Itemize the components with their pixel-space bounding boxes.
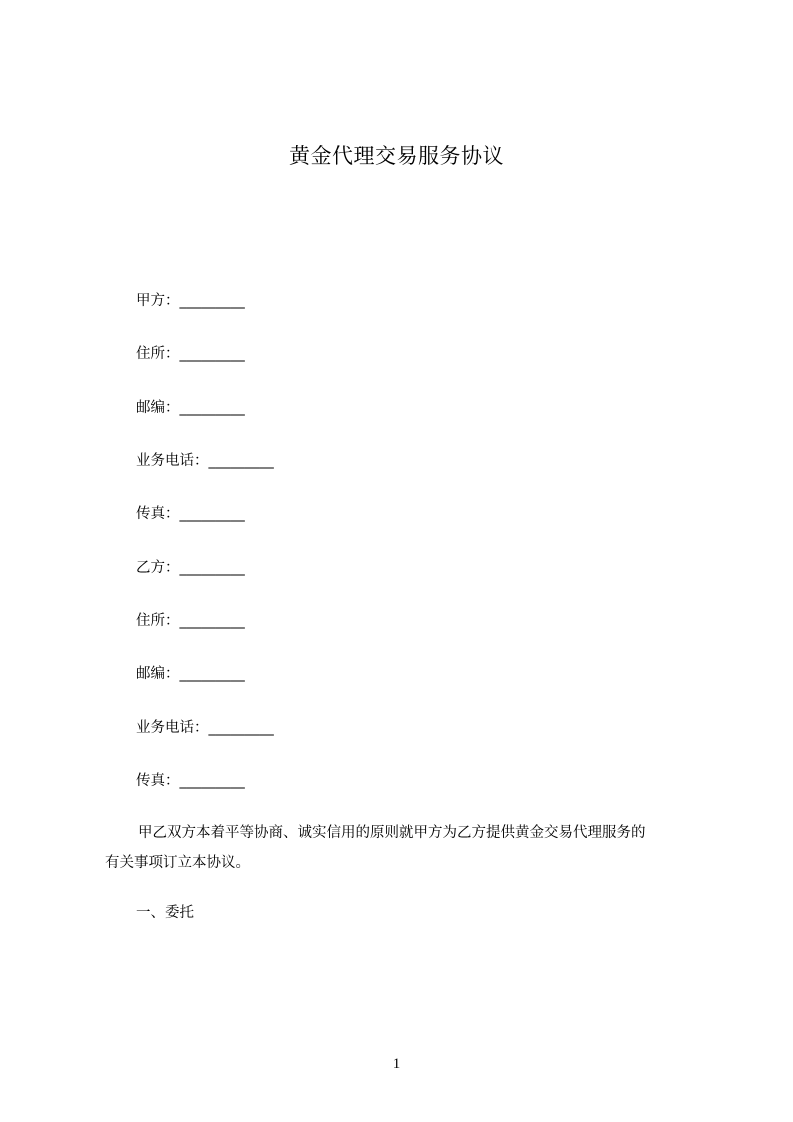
intro-paragraph bbox=[105, 823, 705, 873]
intro-line-2: 有关事项订立本协议。 bbox=[105, 855, 250, 871]
party-a-phone-field: 业务电话：_________ bbox=[136, 453, 274, 469]
party-b-name-field: 乙方：_________ bbox=[136, 560, 245, 576]
party-b-postcode-field: 邮编：_________ bbox=[136, 666, 245, 682]
party-a-postcode-field: 邮编：_________ bbox=[136, 400, 245, 416]
party-a-name-field: 甲方：_________ bbox=[136, 293, 245, 309]
page-number: 1 bbox=[392, 1056, 401, 1072]
party-a-fax-field: 传真：_________ bbox=[136, 506, 245, 522]
intro-line-1: 甲乙双方本着平等协商、诚实信用的原则就甲方为乙方提供黄金交易代理服务的 bbox=[138, 825, 646, 841]
party-a-address-field: 住所：_________ bbox=[136, 346, 245, 362]
document-title: 黄金代理交易服务协议 bbox=[289, 144, 504, 168]
party-b-phone-field: 业务电话：_________ bbox=[136, 720, 274, 736]
party-b-fax-field: 传真：_________ bbox=[136, 773, 245, 789]
section-heading: 一、委托 bbox=[136, 905, 194, 921]
party-b-address-field: 住所：_________ bbox=[136, 613, 245, 629]
